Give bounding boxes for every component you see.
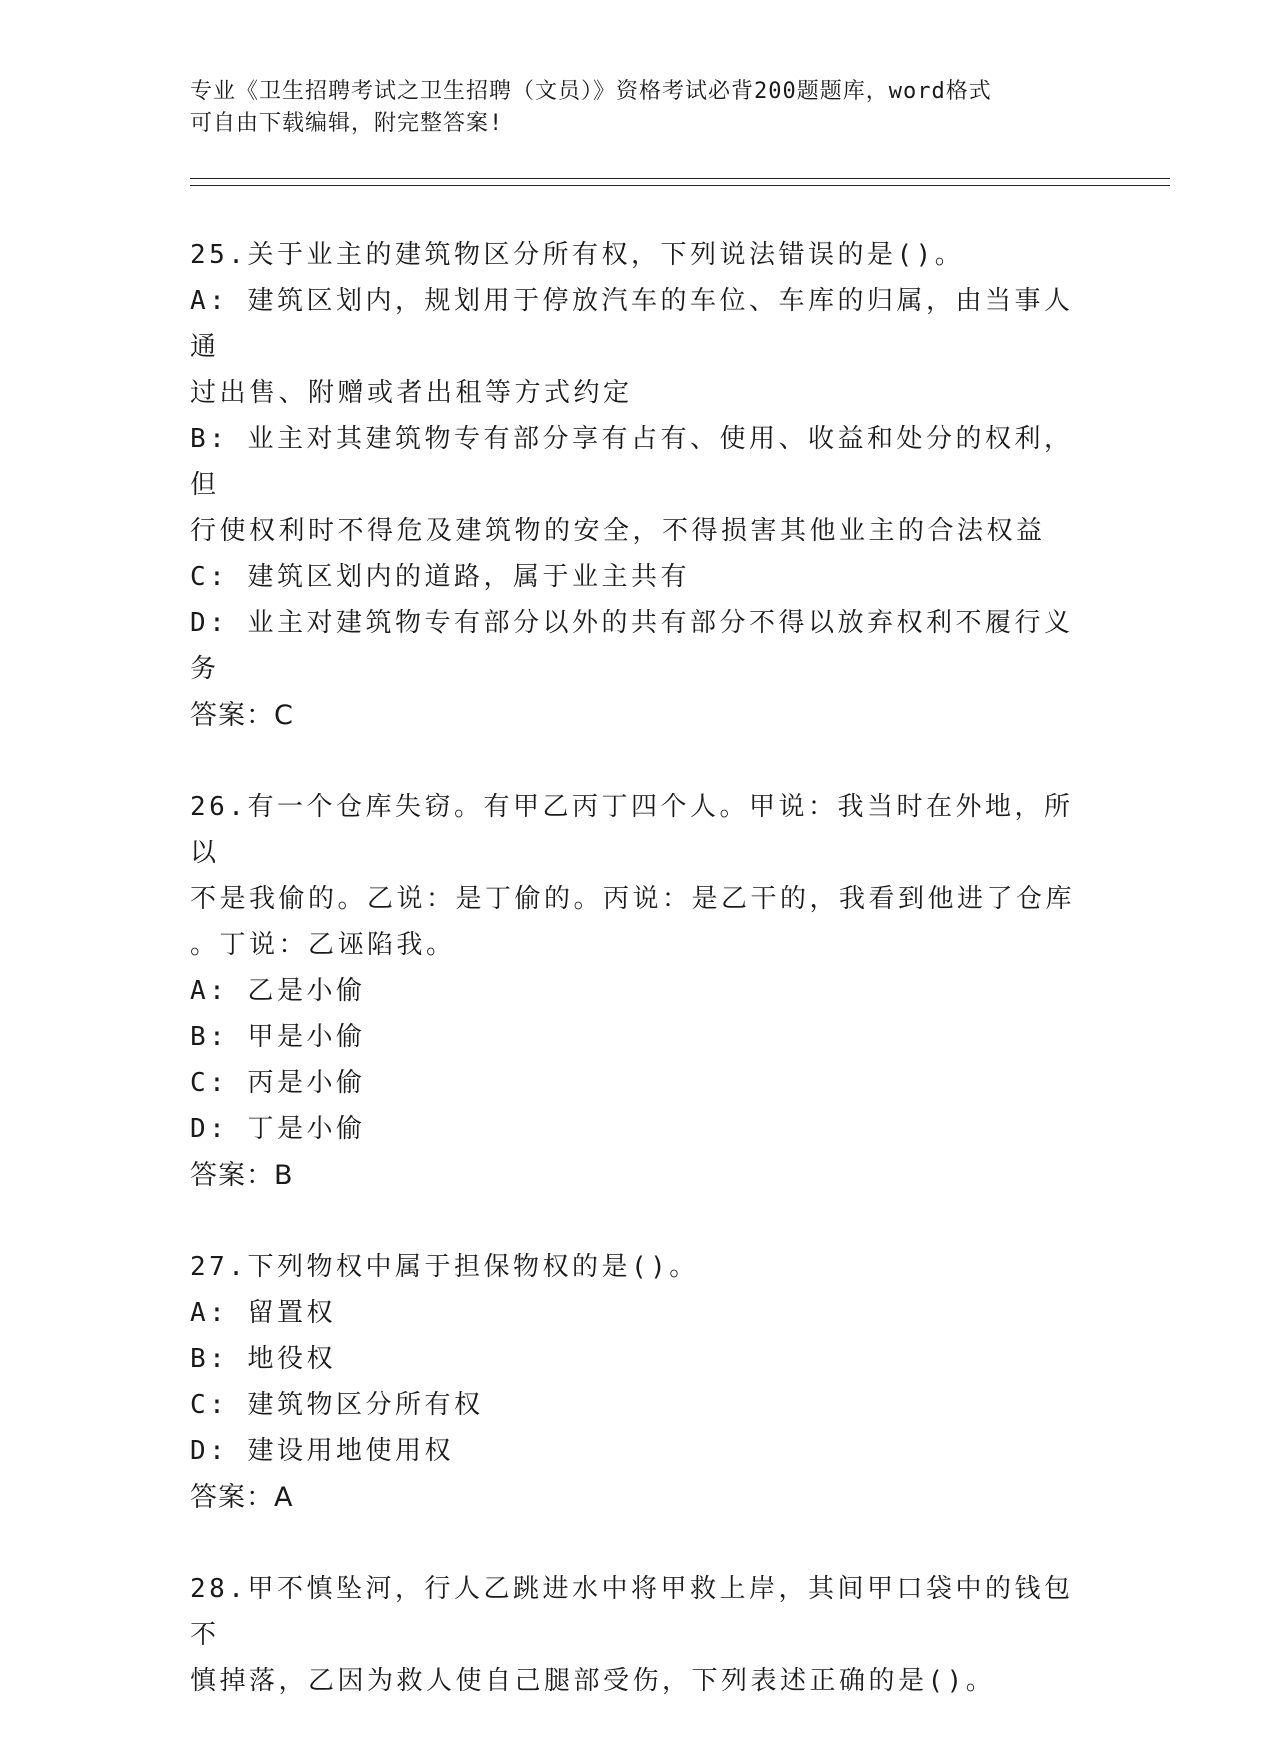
question-stem: 25.关于业主的建筑物区分所有权，下列说法错误的是()。	[190, 240, 965, 270]
question-26	[190, 784, 1090, 1200]
option-line: B: 甲是小偷	[190, 1022, 366, 1052]
option-line: A: 建筑区划内，规划用于停放汽车的车位、车库的归属，由当事人通	[190, 286, 1074, 362]
question-25	[190, 232, 1090, 740]
option-line: A: 留置权	[190, 1298, 336, 1328]
question-stem: 慎掉落，乙因为救人使自己腿部受伤，下列表述正确的是()。	[190, 1666, 996, 1696]
question-list	[190, 232, 1090, 1748]
question-stem: 26.有一个仓库失窃。有甲乙丙丁四个人。甲说：我当时在外地，所以	[190, 792, 1074, 868]
header-divider	[190, 178, 1170, 186]
question-stem: 27.下列物权中属于担保物权的是()。	[190, 1252, 699, 1282]
question-stem: 。丁说：乙诬陷我。	[190, 930, 456, 960]
option-line: C: 建筑物区分所有权	[190, 1390, 484, 1420]
option-line: C: 建筑区划内的道路，属于业主共有	[190, 562, 690, 592]
option-line: D: 建设用地使用权	[190, 1436, 454, 1466]
option-line: A: 乙是小偷	[190, 976, 366, 1006]
question-28	[190, 1566, 1090, 1704]
question-27	[190, 1244, 1090, 1522]
document-header	[190, 76, 1090, 140]
answer-label: 答案：B	[190, 1160, 294, 1191]
header-line-1: 专业《卫生招聘考试之卫生招聘（文员）》资格考试必背200题题库，word格式	[190, 79, 992, 104]
answer-label: 答案：A	[190, 1482, 294, 1513]
question-stem: 不是我偷的。乙说：是丁偷的。丙说：是乙干的，我看到他进了仓库	[190, 884, 1076, 914]
option-line: 行使权利时不得危及建筑物的安全，不得损害其他业主的合法权益	[190, 516, 1046, 546]
option-line: D: 业主对建筑物专有部分以外的共有部分不得以放弃权利不履行义务	[190, 608, 1074, 684]
option-line: B: 业主对其建筑物专有部分享有占有、使用、收益和处分的权利，但	[190, 424, 1074, 500]
header-line-2: 可自由下载编辑，附完整答案!	[190, 111, 504, 136]
option-line: D: 丁是小偷	[190, 1114, 366, 1144]
option-line: 过出售、附赠或者出租等方式约定	[190, 378, 633, 408]
answer-label: 答案：C	[190, 700, 294, 731]
option-line: C: 丙是小偷	[190, 1068, 366, 1098]
option-line: B: 地役权	[190, 1344, 336, 1374]
question-stem: 28.甲不慎坠河，行人乙跳进水中将甲救上岸，其间甲口袋中的钱包不	[190, 1574, 1074, 1650]
